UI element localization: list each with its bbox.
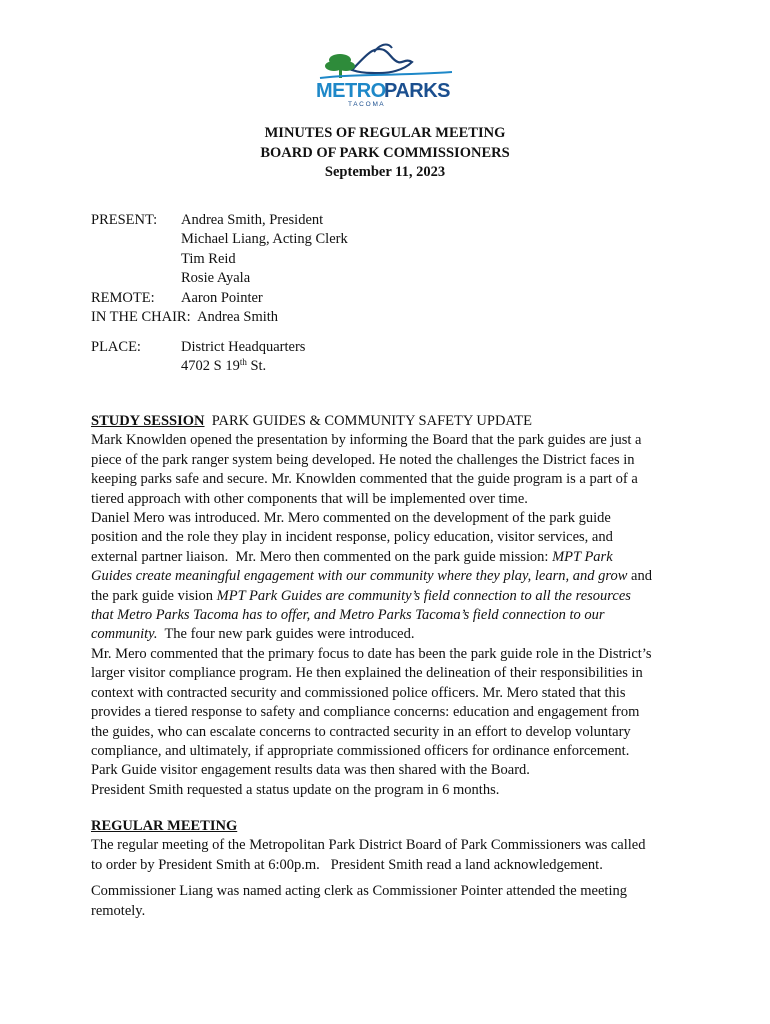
present-row (91, 269, 348, 288)
metro-parks-logo-graphic (312, 40, 462, 108)
present-member: Rosie Ayala (181, 270, 251, 287)
paragraph-line: the guides, who can escalate concerns to contracted security in an effort to develop voluntary (91, 723, 631, 740)
place-address: 4702 S 19th St. (181, 357, 267, 375)
study-session-heading (91, 412, 691, 431)
regular-meeting-section (91, 817, 691, 921)
paragraph-line: The regular meeting of the Metropolitan Park District Board of Park Commissioners was called (91, 837, 646, 854)
paragraph-line: compliance, and ultimately, if appropriate commissioned officers for ordinance enforcement. (91, 742, 630, 759)
paragraph-line: President Smith requested a status update on the program in 6 months. (91, 781, 500, 798)
paragraph-line: Guides create meaningful engagement with our community where they play, learn, and grow and (91, 568, 652, 585)
logo-metro-text: METRO (316, 80, 386, 102)
chair-name: Andrea Smith (197, 309, 279, 326)
tree-icon (325, 54, 355, 78)
mission-text: Guides create meaningful engagement with our community where they play, learn, and grow (91, 568, 628, 585)
paragraph-line: community. The four new park guides were introduced. (91, 626, 415, 643)
present-label: PRESENT: (91, 212, 158, 228)
paragraph-line: context with contracted security and commissioned police officers. Mr. Mero stated that this (91, 684, 626, 701)
mission-text: MPT Park (552, 548, 613, 565)
title-line-1: MINUTES OF REGULAR MEETING (264, 125, 506, 141)
study-session-subject: PARK GUIDES & COMMUNITY SAFETY UPDATE (204, 413, 532, 429)
document-title (0, 124, 770, 183)
place-label: PLACE: (91, 339, 141, 355)
place-name: District Headquarters (181, 339, 306, 355)
paragraph-line: Park Guide visitor engagement results data was then shared with the Board. (91, 762, 530, 779)
logo-parks-text: PARKS (384, 80, 451, 102)
swoosh-accent-icon (374, 45, 392, 52)
study-session-title: STUDY SESSION (91, 413, 205, 429)
paragraph-line: position and the role they play in incident response, policy education, visitor services, and (91, 529, 613, 546)
paragraph-line: Mark Knowlden opened the presentation by informing the Board that the park guides are just a (91, 432, 642, 449)
remote-row (91, 289, 348, 308)
paragraph-line: tiered approach with other components that will be implemented over time. (91, 490, 528, 507)
paragraph-line: to order by President Smith at 6:00p.m. President Smith read a land acknowledgement. (91, 856, 603, 873)
paragraph-line: Mr. Mero commented that the primary focus to date has been the park guide role in the District’s (91, 645, 652, 662)
present-row (91, 250, 348, 269)
present-row (91, 230, 348, 249)
present-member: Michael Liang, Acting Clerk (181, 231, 348, 248)
vision-text: community. (91, 626, 158, 643)
present-member: Andrea Smith, President (181, 212, 324, 228)
meeting-date: September 11, 2023 (324, 164, 446, 180)
vision-text: that Metro Parks Tacoma has to offer, and Metro Parks Tacoma’s field connection to our (91, 607, 605, 624)
paragraph-line: the park guide vision MPT Park Guides are community’s field connection to all the resources (91, 587, 631, 604)
metro-parks-logo (312, 40, 462, 108)
paragraph-line: external partner liaison. Mr. Mero then commented on the park guide mission: MPT Park (91, 548, 613, 565)
paragraph-line: piece of the park ranger system being developed. He noted the challenges the District faces in (91, 451, 635, 468)
remote-label: REMOTE: (91, 289, 155, 306)
chair-label: IN THE CHAIR: (91, 309, 191, 326)
swoosh-icon (352, 49, 412, 73)
title-line-2: BOARD OF PARK COMMISSIONERS (260, 144, 510, 161)
paragraph-line: keeping parks safe and secure. Mr. Knowlden commented that the guide program is a part of a (91, 471, 638, 488)
paragraph-line: remotely. (91, 902, 146, 919)
paragraph-line: Commissioner Liang was named acting clerk as Commissioner Pointer attended the meeting (91, 883, 627, 900)
study-session-section (91, 412, 691, 800)
attendance-section (91, 211, 348, 327)
paragraph-line: provides a tiered response to safety and compliance concerns: education and engagement from (91, 704, 640, 721)
present-member: Tim Reid (181, 250, 236, 267)
chair-row (91, 308, 348, 327)
vision-text: MPT Park Guides are community’s field connection to all the resources (216, 587, 631, 604)
place-section (91, 338, 305, 377)
present-row (91, 211, 348, 230)
remote-member: Aaron Pointer (181, 289, 263, 306)
paragraph-line: Daniel Mero was introduced. Mr. Mero commented on the development of the park guide (91, 510, 611, 527)
regular-meeting-heading: REGULAR MEETING (91, 818, 238, 834)
logo-tacoma-text: T A C O M A (348, 101, 384, 108)
paragraph-line: larger visitor compliance program. He then explained the delineation of their responsibilities in (91, 665, 643, 682)
